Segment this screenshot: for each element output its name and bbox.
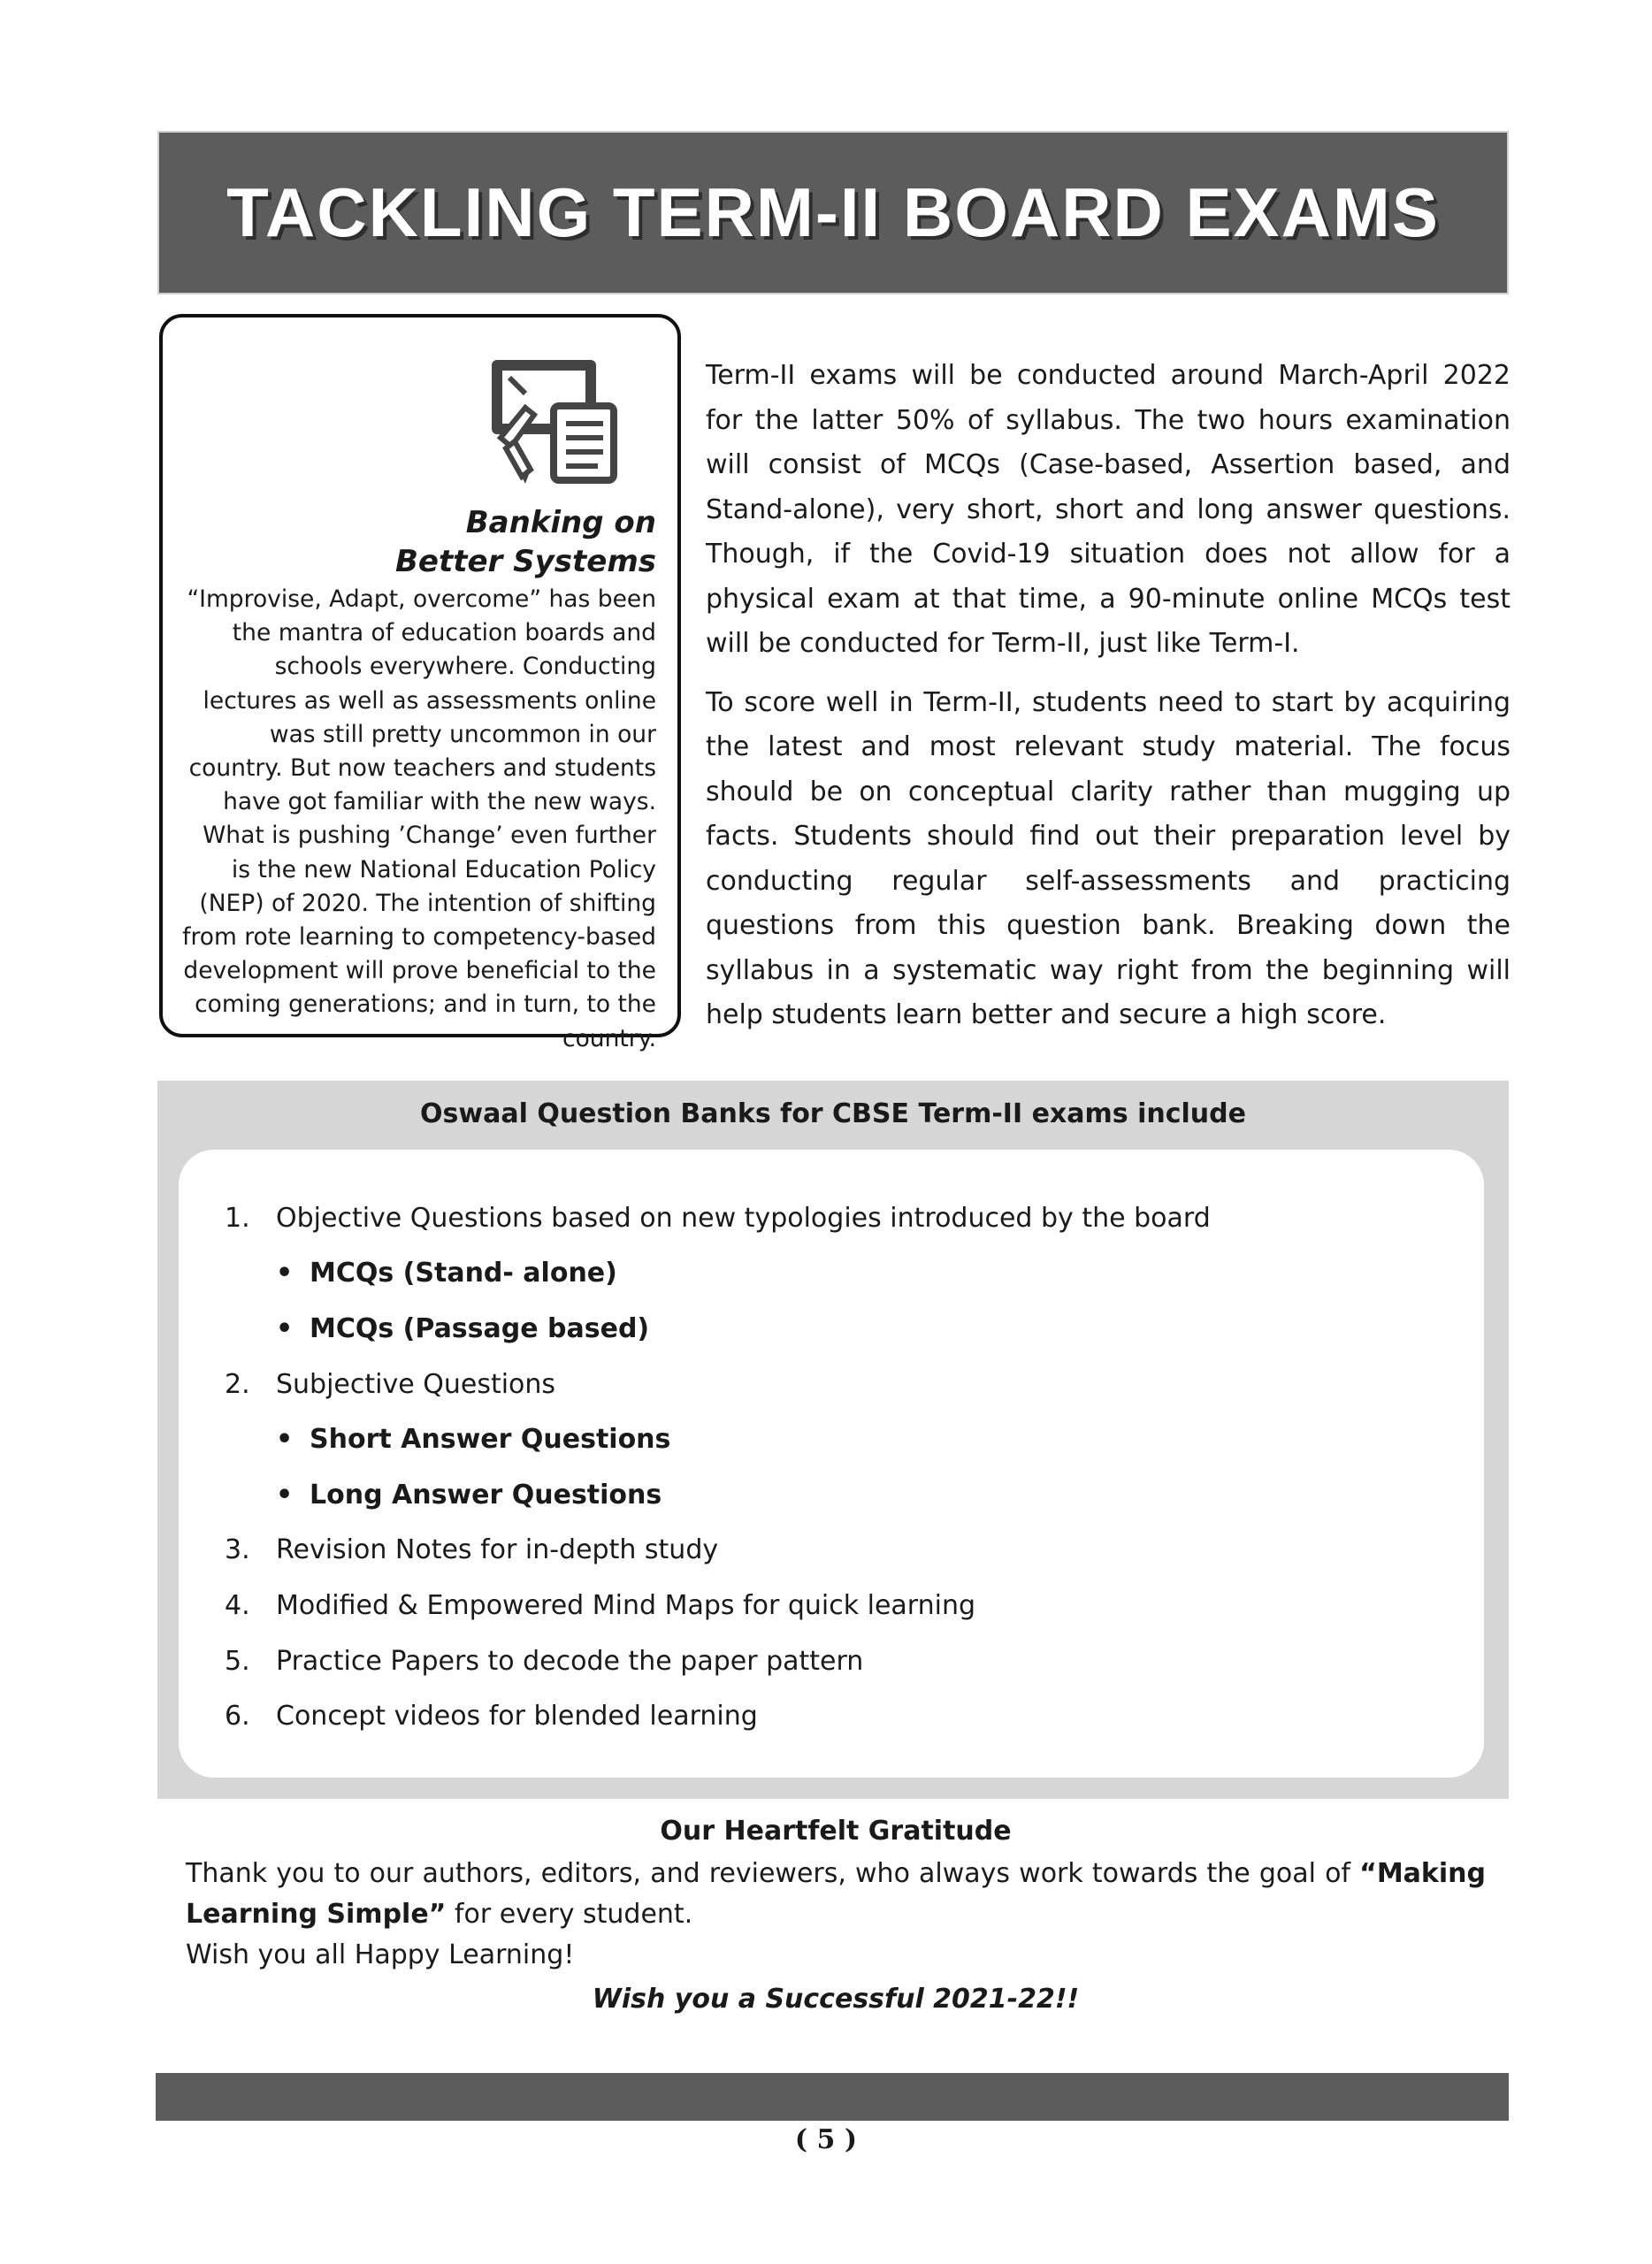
list-number: 4. xyxy=(225,1589,250,1621)
page-title: TACKLING TERM-II BOARD EXAMS xyxy=(226,173,1440,251)
wish-all-text: Wish you all Happy Learning! xyxy=(186,1939,575,1970)
sidebar-box xyxy=(159,314,681,1052)
sidebar-body: “Improvise, Adapt, overcome” has been the mantra of education boards and schools everywhere. Conducting lectures as well as assessments online was still pretty uncommon in our country. But now teachers and students have got familiar with the new ways. What is pushing ’Change’ even further is the new National Education Policy (NEP) of 2020. The intention of shifting from rote learning to competency-based development will prove beneficial to the coming generations; and in turn, to the country. xyxy=(182,585,656,1052)
list-text: Modified & Empowered Mind Maps for quick learning xyxy=(276,1589,976,1621)
list-item xyxy=(225,1301,1449,1357)
list-number: 5. xyxy=(225,1645,250,1677)
title-banner xyxy=(157,131,1509,294)
wish-success-text: Wish you a Successful 2021-22!! xyxy=(592,1984,1080,2015)
list-number: 2. xyxy=(225,1368,250,1400)
list-item xyxy=(225,1190,1449,1246)
list-item xyxy=(225,1357,1449,1412)
list-number: 6. xyxy=(225,1701,250,1732)
intro-paragraph-1: Term-II exams will be conducted around March-April 2022 for the latter 50% of syllabus. The two hours examination will consist of MCQs (Case-based, Assertion based, and Stand-alone), very short, short and long answer questions. Though, if the Covid-19 situation does not allow for a physical exam at that time, a 90-minute online MCQs test will be conducted for Term-II, just like Term-I. xyxy=(706,360,1511,659)
bullet-icon: • xyxy=(276,1312,294,1344)
list-text: Objective Questions based on new typologies introduced by the board xyxy=(276,1202,1211,1234)
question-bank-panel xyxy=(157,1081,1509,1799)
bullet-icon: • xyxy=(276,1424,294,1456)
list-text: MCQs (Passage based) xyxy=(310,1312,650,1344)
list-text: Subjective Questions xyxy=(276,1368,556,1400)
thanks-motto: “Making Learning Simple” xyxy=(186,1858,1486,1930)
list-text: MCQs (Stand- alone) xyxy=(310,1258,617,1289)
thanks-suffix: for every student. xyxy=(446,1899,693,1930)
sidebar-heading-line2: Better Systems xyxy=(394,544,656,579)
features-card xyxy=(179,1150,1484,1778)
list-item xyxy=(225,1688,1449,1744)
list-number: 1. xyxy=(225,1202,250,1234)
list-text: Long Answer Questions xyxy=(310,1479,662,1511)
list-number: 3. xyxy=(225,1534,250,1566)
sidebar-heading-line1: Banking on xyxy=(465,505,656,540)
features-list xyxy=(225,1190,1449,1744)
teacher-board-icon xyxy=(483,353,624,486)
list-item xyxy=(225,1411,1449,1467)
list-item xyxy=(225,1578,1449,1633)
list-item xyxy=(225,1467,1449,1523)
gratitude-section xyxy=(186,1811,1486,2020)
bullet-icon: • xyxy=(276,1258,294,1289)
list-text: Concept videos for blended learning xyxy=(276,1701,758,1732)
page-number: ( 5 ) xyxy=(794,2124,858,2155)
gratitude-title: Our Heartfelt Gratitude xyxy=(660,1816,1012,1847)
list-text: Practice Papers to decode the paper pattern xyxy=(276,1645,864,1677)
sidebar-heading xyxy=(180,503,656,581)
bullet-icon: • xyxy=(276,1479,294,1511)
list-text: Revision Notes for in-depth study xyxy=(276,1534,719,1566)
footer-bar xyxy=(156,2073,1509,2121)
list-item xyxy=(225,1523,1449,1579)
list-text: Short Answer Questions xyxy=(310,1424,671,1456)
panel-title: Oswaal Question Banks for CBSE Term-II exams include xyxy=(420,1098,1246,1129)
list-item xyxy=(225,1246,1449,1302)
thanks-prefix: Thank you to our authors, editors, and reviewers, who always work towards the goal of xyxy=(186,1858,1360,1889)
intro-paragraph-2: To score well in Term-II, students need to start by acquiring the latest and most relevant study material. The focus should be on conceptual clarity rather than mugging up facts. Students should find out their preparation level by conducting regular self-assessments and practicing questions from this question bank. Breaking down the syllabus in a systematic way right from the beginning will help students learn better and secure a high score. xyxy=(706,686,1511,1030)
thanks-text xyxy=(186,1854,1486,1935)
list-item xyxy=(225,1633,1449,1689)
intro-text xyxy=(706,354,1511,1052)
